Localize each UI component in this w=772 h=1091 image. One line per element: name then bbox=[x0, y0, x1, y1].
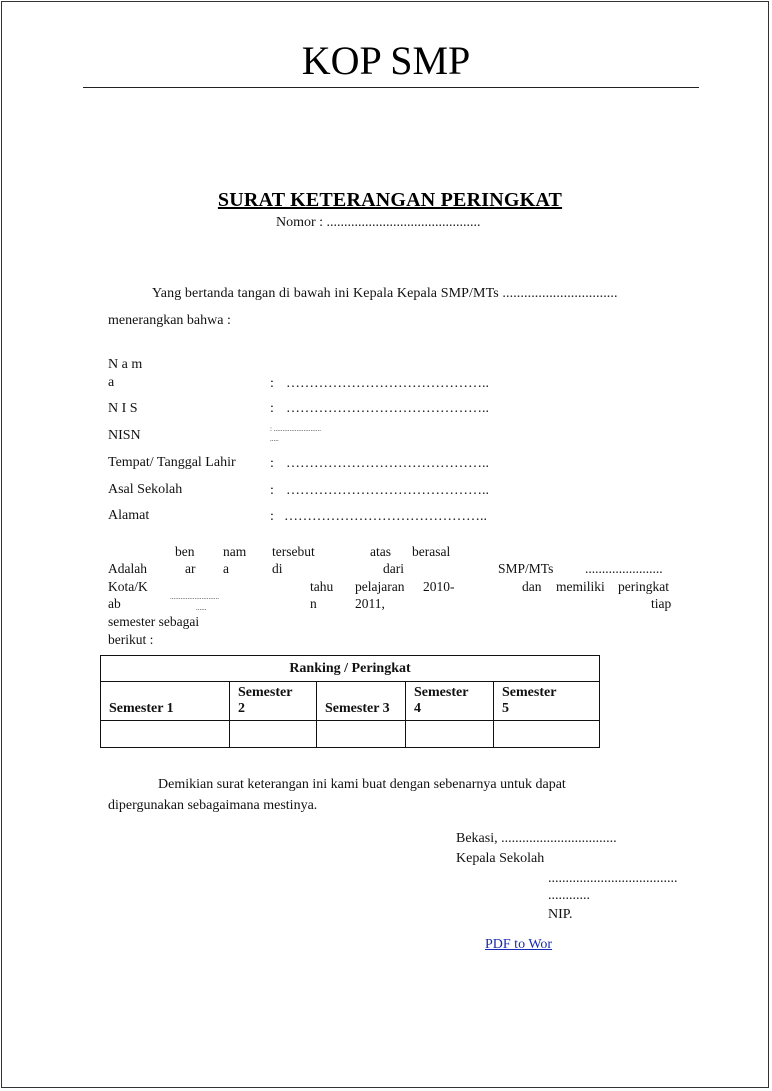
para-word: berasal bbox=[412, 544, 451, 559]
field-colon: : bbox=[270, 509, 274, 524]
field-label-nisn: NISN bbox=[108, 428, 141, 443]
semester-1-header: Semester 1 bbox=[101, 682, 230, 720]
document-number: Nomor : ............................................ bbox=[276, 215, 481, 230]
closing-line-2: dipergunakan sebagaimana mestinya. bbox=[108, 798, 318, 813]
semester-4-value bbox=[406, 720, 494, 747]
para-word: tahu bbox=[310, 579, 334, 594]
para-word: peringkat bbox=[618, 579, 669, 594]
signature-nip: NIP. bbox=[548, 907, 573, 922]
para-word: di bbox=[272, 561, 283, 576]
para-word: Adalah bbox=[108, 561, 147, 576]
para-word: 2011, bbox=[355, 596, 385, 611]
field-value-alamat: …………………………………….. bbox=[284, 509, 487, 524]
ranking-table-header: Ranking / Peringkat bbox=[101, 656, 600, 682]
para-small-dots: ...... bbox=[196, 604, 207, 612]
para-word: pelajaran bbox=[355, 579, 405, 594]
field-label-ttl: Tempat/ Tanggal Lahir bbox=[108, 455, 236, 470]
field-colon: : bbox=[270, 456, 274, 471]
field-label-alamat: Alamat bbox=[108, 508, 150, 523]
para-line: semester sebagai bbox=[108, 614, 200, 629]
para-word: tiap bbox=[651, 596, 672, 611]
signature-name-dots: ..................................... bbox=[548, 871, 678, 886]
para-word: nam bbox=[223, 544, 247, 559]
field-value-asal-sekolah: …………………………………….. bbox=[286, 483, 489, 498]
para-word: 2010- bbox=[423, 579, 455, 594]
para-word: n bbox=[310, 596, 317, 611]
intro-line-1: Yang bertanda tangan di bawah ini Kepala Kepala SMP/MTs ................................ bbox=[152, 286, 618, 301]
para-word: memiliki bbox=[556, 579, 605, 594]
field-colon: : bbox=[270, 376, 274, 391]
para-word: ar bbox=[185, 561, 196, 576]
semester-2-header: Semester 2 bbox=[230, 682, 317, 720]
para-word: ....................... bbox=[585, 561, 663, 576]
field-value-nisn-wrap: ..... bbox=[270, 435, 279, 443]
semester-4-header: Semester 4 bbox=[406, 682, 494, 720]
field-label-asal-sekolah: Asal Sekolah bbox=[108, 482, 183, 497]
field-value-nisn: : ........................... bbox=[270, 425, 321, 433]
field-label-nama-wrap: a bbox=[108, 375, 115, 390]
para-word: SMP/MTs bbox=[498, 561, 554, 576]
intro-line-2: menerangkan bahwa : bbox=[108, 313, 231, 328]
letterhead-title: KOP SMP bbox=[301, 38, 471, 83]
pdf-to-word-link[interactable]: PDF to Wor bbox=[485, 937, 553, 952]
semester-1-value bbox=[101, 720, 230, 747]
field-label-nis: N I S bbox=[108, 401, 138, 416]
semester-3-header: Semester 3 bbox=[317, 682, 406, 720]
para-word: a bbox=[223, 561, 229, 576]
semester-5-value bbox=[494, 720, 600, 747]
semester-2-value bbox=[230, 720, 317, 747]
para-word: atas bbox=[370, 544, 391, 559]
para-word: tersebut bbox=[272, 544, 315, 559]
para-word: Kota/K bbox=[108, 579, 148, 594]
signature-name-dots-wrap: ............ bbox=[548, 888, 590, 903]
semester-5-header: Semester 5 bbox=[494, 682, 600, 720]
field-colon: : bbox=[270, 401, 274, 416]
closing-line-1: Demikian surat keterangan ini kami buat dengan sebenarnya untuk dapat bbox=[158, 777, 566, 792]
field-label-nama: N a m bbox=[108, 357, 143, 372]
para-small-dots: ............................ bbox=[170, 593, 219, 601]
para-word: dan bbox=[522, 579, 542, 594]
ranking-table bbox=[100, 655, 600, 748]
signature-place-date: Bekasi, ................................. bbox=[456, 831, 617, 846]
letterhead-divider bbox=[83, 87, 699, 88]
field-value-ttl: …………………………………….. bbox=[286, 456, 489, 471]
document-title: SURAT KETERANGAN PERINGKAT bbox=[217, 189, 563, 211]
para-word: ab bbox=[108, 596, 121, 611]
field-colon: : bbox=[270, 483, 274, 498]
field-value-nis: …………………………………….. bbox=[286, 401, 489, 416]
para-line: berikut : bbox=[108, 632, 154, 647]
para-word: dari bbox=[383, 561, 404, 576]
signature-role: Kepala Sekolah bbox=[456, 851, 545, 866]
para-word: ben bbox=[175, 544, 195, 559]
semester-3-value bbox=[317, 720, 406, 747]
field-value-nama: …………………………………….. bbox=[286, 376, 489, 391]
